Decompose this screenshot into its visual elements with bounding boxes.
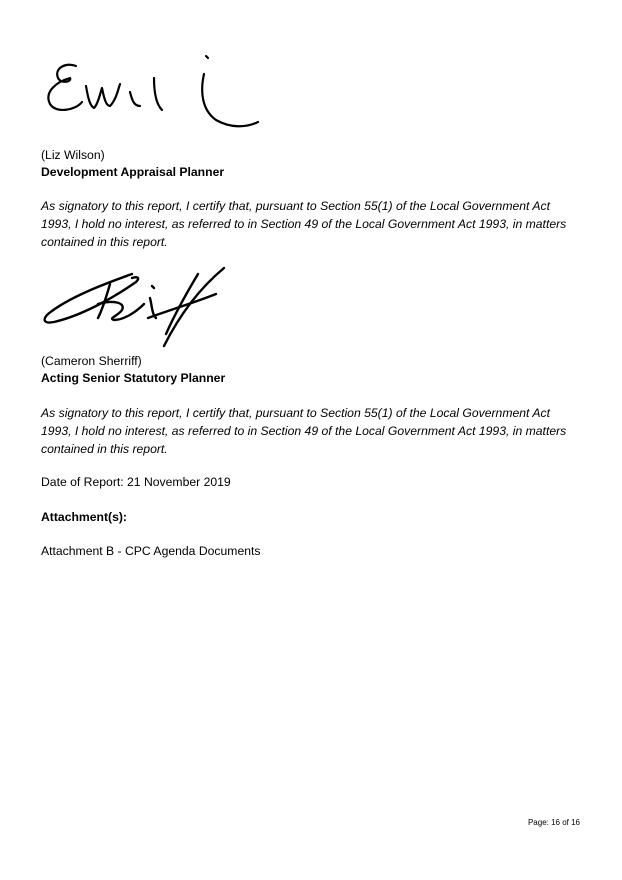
signatory-1-name: (Liz Wilson)	[41, 148, 105, 162]
signatory-1-certification: As signatory to this report, I certify that, pursuant to Section 55(1) of the Local Government Act 1993, I hold no interest, as referred to in Section 49 of the Local Government Act 1993, in matters contained in this report.	[41, 199, 567, 249]
report-date: Date of Report: 21 November 2019	[41, 475, 231, 489]
page-number: Page: 16 of 16	[527, 818, 580, 827]
signatory-2-certification: As signatory to this report, I certify that, pursuant to Section 55(1) of the Local Government Act 1993, I hold no interest, as referred to in Section 49 of the Local Government Act 1993, in matters contained in this report.	[41, 406, 567, 456]
signature-liz-wilson	[36, 48, 266, 140]
attachments-heading: Attachment(s):	[41, 510, 127, 524]
signatory-2-name: (Cameron Sherriff)	[41, 354, 142, 368]
attachment-item: Attachment B - CPC Agenda Documents	[41, 544, 261, 558]
signatory-2-role: Acting Senior Statutory Planner	[41, 371, 226, 385]
signature-cameron-sherriff	[40, 264, 230, 350]
signatory-1-role: Development Appraisal Planner	[41, 165, 225, 179]
